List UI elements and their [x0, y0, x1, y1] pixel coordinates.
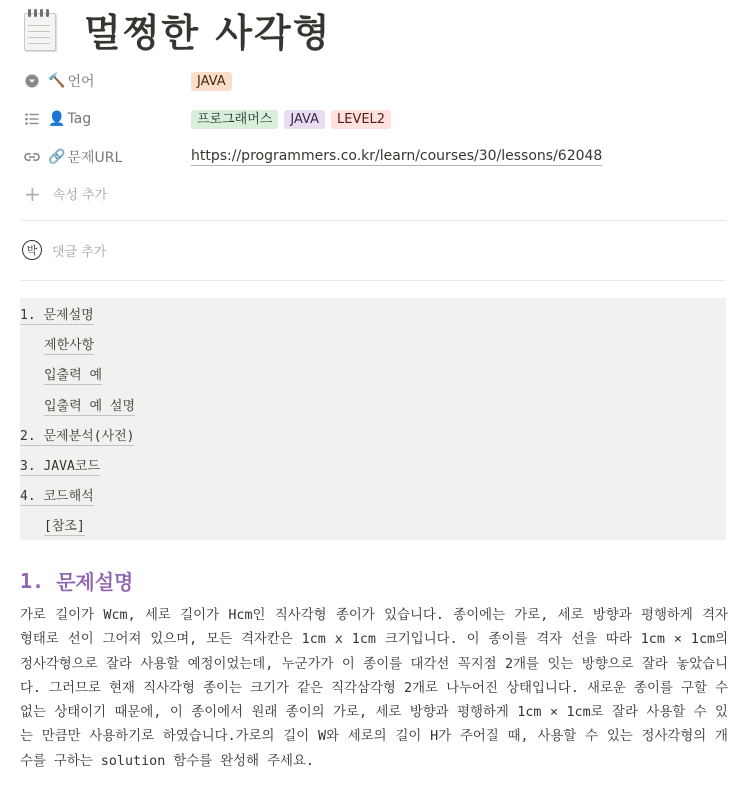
toc-item[interactable]: 입출력 예 설명: [44, 399, 136, 414]
notepad-icon[interactable]: [20, 7, 60, 51]
property-language[interactable]: [24, 68, 724, 94]
add-property-button[interactable]: + 속성 추가: [24, 181, 108, 206]
link-emoji-icon: 🔗: [48, 149, 66, 165]
property-name: 언어: [67, 74, 95, 90]
toc-item[interactable]: 2. 문제분석(사전): [20, 429, 135, 444]
property-name: 문제URL: [67, 150, 123, 166]
toc-item[interactable]: [참조]: [44, 519, 85, 534]
plus-icon: +: [24, 181, 41, 206]
page-title[interactable]: 멀쩡한 사각형: [84, 10, 332, 55]
toc-item[interactable]: 3. JAVA코드: [20, 459, 100, 474]
problem-url-link[interactable]: https://programmers.co.kr/learn/courses/30/lessons/62048: [191, 148, 603, 164]
property-name: Tag: [67, 111, 92, 127]
divider: [20, 220, 726, 221]
tag-java[interactable]: JAVA: [284, 110, 325, 129]
toc-item[interactable]: 1. 문제설명: [20, 308, 94, 323]
section-heading[interactable]: [20, 566, 133, 595]
table-of-contents: [20, 298, 726, 540]
link-icon: [24, 149, 40, 165]
tag-java[interactable]: JAVA: [191, 72, 232, 91]
problem-description[interactable]: 가로 길이가 Wcm, 세로 길이가 Hcm인 직사각형 종이가 있습니다. 종이에는 가로, 세로 방향과 평행하게 격자 형태로 선이 그어져 있으며, 모든 격자칸은 1cm x 1cm 크기입니다. 이 종이를 격자 선을 따라 1cm × 1cm의 정사각형으로 잘라 사용할 예정이었는데, 누군가가 이 종이를 대각선 꼭지점 2개를 잇는 방향으로 잘라 놓았습니다. 그러므로 현재 직사각형 종이는 크기가 같은 직각삼각형 2개로 나누어진 상태입니다. 새로운 종이를 구할 수 없는 상태이기 때문에, 이 종이에서 원래 종이의 가로, 세로 방향과 평행하게 1cm × 1cm로 잘라 사용할 수 있는 만큼만 사용하기로 하였습니다.가로의 길이 W와 세로의 길이 H가 주어질 때, 사용할 수 있는 정사각형의 개수를 구하는 solution 함수를 완성해 주세요.: [20, 608, 728, 769]
toc-item[interactable]: 제한사항: [44, 338, 95, 353]
property-value[interactable]: [191, 110, 391, 129]
section-number: 1.: [20, 568, 45, 593]
comment-input[interactable]: 댓글 추가: [52, 244, 107, 260]
property-value[interactable]: [191, 72, 232, 91]
tag-programmers[interactable]: 프로그래머스: [191, 110, 278, 129]
list-icon: [24, 111, 40, 127]
toc-item[interactable]: 입출력 예: [44, 368, 103, 383]
select-icon: [24, 73, 40, 89]
tag-level2[interactable]: LEVEL2: [331, 110, 391, 129]
divider: [20, 280, 726, 281]
property-tag[interactable]: [24, 106, 724, 132]
page-header: [20, 4, 331, 54]
person-icon: 👤: [48, 111, 66, 127]
comment-row[interactable]: [22, 240, 106, 260]
section-title: 문제설명: [56, 570, 134, 594]
toc-item[interactable]: 4. 코드해석: [20, 489, 94, 504]
avatar: 박: [22, 240, 42, 260]
hammer-icon: 🔨: [48, 73, 66, 89]
property-url[interactable]: [24, 144, 724, 170]
